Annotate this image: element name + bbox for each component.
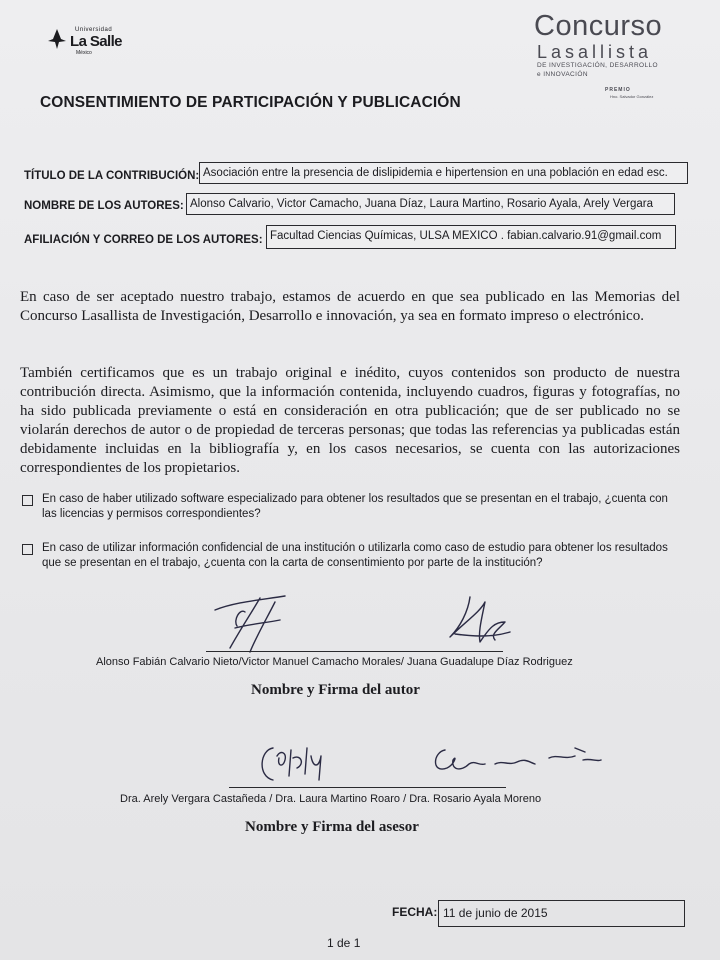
concurso-logo-line1: DE INVESTIGACIÓN, DESARROLLO — [537, 62, 659, 69]
asesor-caption: Nombre y Firma del asesor — [245, 819, 419, 835]
document-title: CONSENTIMIENTO DE PARTICIPACIÓN Y PUBLICACIÓN — [40, 94, 461, 111]
autor-signature-1 — [205, 590, 305, 655]
asesor-signature-line — [229, 787, 506, 788]
ulsa-logo-small: Universidad — [75, 27, 113, 33]
asesor-signature-1 — [255, 738, 335, 788]
ulsa-star-icon — [48, 29, 66, 49]
ulsa-logo — [48, 26, 148, 58]
paragraph-certificacion: También certificamos que es un trabajo original e inédito, cuyos contenidos son producto de nuestra contribución directa. Asimismo, que la información contenida, incluyendo cuadros, figuras y fotografías, no ha sido publicada previamente o está en consideración en otra publicación; que de ser publicado no se violarán derechos de autor o de propiedad de terceras personas; que todas las referencias ya publicadas están debidamente incluidas en la bibliografía y, en los casos necesarios, se cuenta con las autorizaciones correspondientes de los propietarios. — [20, 365, 680, 476]
confidencial-checkbox-label: En caso de utilizar información confidencial de una institución o utilizarla como caso de estudio para obtener los resultados que se presentan en el trabajo, ¿cuenta con la carta de consentimiento por parte de la institución? — [42, 542, 668, 569]
concurso-logo-premio: PREMIO — [605, 87, 631, 93]
software-checkbox-label: En caso de haber utilizado software especializado para obtener los resultados que se presentan en el trabajo, ¿cuenta con las licencias y permisos correspondientes? — [42, 493, 668, 520]
ulsa-logo-country: México — [76, 50, 92, 56]
software-checkbox[interactable] — [22, 495, 33, 506]
fecha-label: FECHA: — [392, 905, 438, 919]
concurso-logo-premio-sub: Hno. Salvador González — [610, 94, 654, 99]
fecha-field[interactable]: 11 de junio de 2015 — [438, 900, 685, 927]
autores-field[interactable]: Alonso Calvario, Victor Camacho, Juana Díaz, Laura Martino, Rosario Ayala, Arely Vergara — [186, 193, 675, 215]
autor-signature-line — [206, 651, 503, 652]
page-number: 1 de 1 — [327, 936, 361, 950]
concurso-logo-title: Concurso — [534, 10, 663, 42]
autor-names: Alonso Fabián Calvario Nieto/Victor Manuel Camacho Morales/ Juana Guadalupe Díaz Rodriguez — [96, 656, 573, 668]
titulo-field[interactable]: Asociación entre la presencia de dislipidemia e hipertension en una población en edad esc. — [199, 162, 688, 184]
asesor-names: Dra. Arely Vergara Castañeda / Dra. Laura Martino Roaro / Dra. Rosario Ayala Moreno — [120, 793, 542, 805]
titulo-label: TÍTULO DE LA CONTRIBUCIÓN: — [24, 170, 200, 182]
confidencial-checkbox[interactable] — [22, 544, 33, 555]
concurso-logo-subtitle: Lasallista — [537, 42, 653, 62]
asesor-signature-2 — [425, 740, 605, 780]
concurso-logo — [530, 10, 690, 100]
concurso-logo-line2: e INNOVACIÓN — [537, 71, 588, 78]
afiliacion-label: AFILIACIÓN Y CORREO DE LOS AUTORES: — [24, 234, 263, 246]
autor-caption: Nombre y Firma del autor — [251, 682, 420, 698]
autores-label: NOMBRE DE LOS AUTORES: — [24, 200, 184, 212]
afiliacion-field[interactable]: Facultad Ciencias Químicas, ULSA MEXICO . fabian.calvario.91@gmail.com — [266, 225, 676, 249]
ulsa-logo-name: La Salle — [70, 33, 122, 50]
autor-signature-2 — [440, 592, 520, 652]
paragraph-acuerdo: En caso de ser aceptado nuestro trabajo, estamos de acuerdo en que sea publicado en las Memorias del Concurso Lasallista de Investigación, Desarrollo e innovación, ya sea en formato impreso o electrónico. — [20, 289, 680, 324]
